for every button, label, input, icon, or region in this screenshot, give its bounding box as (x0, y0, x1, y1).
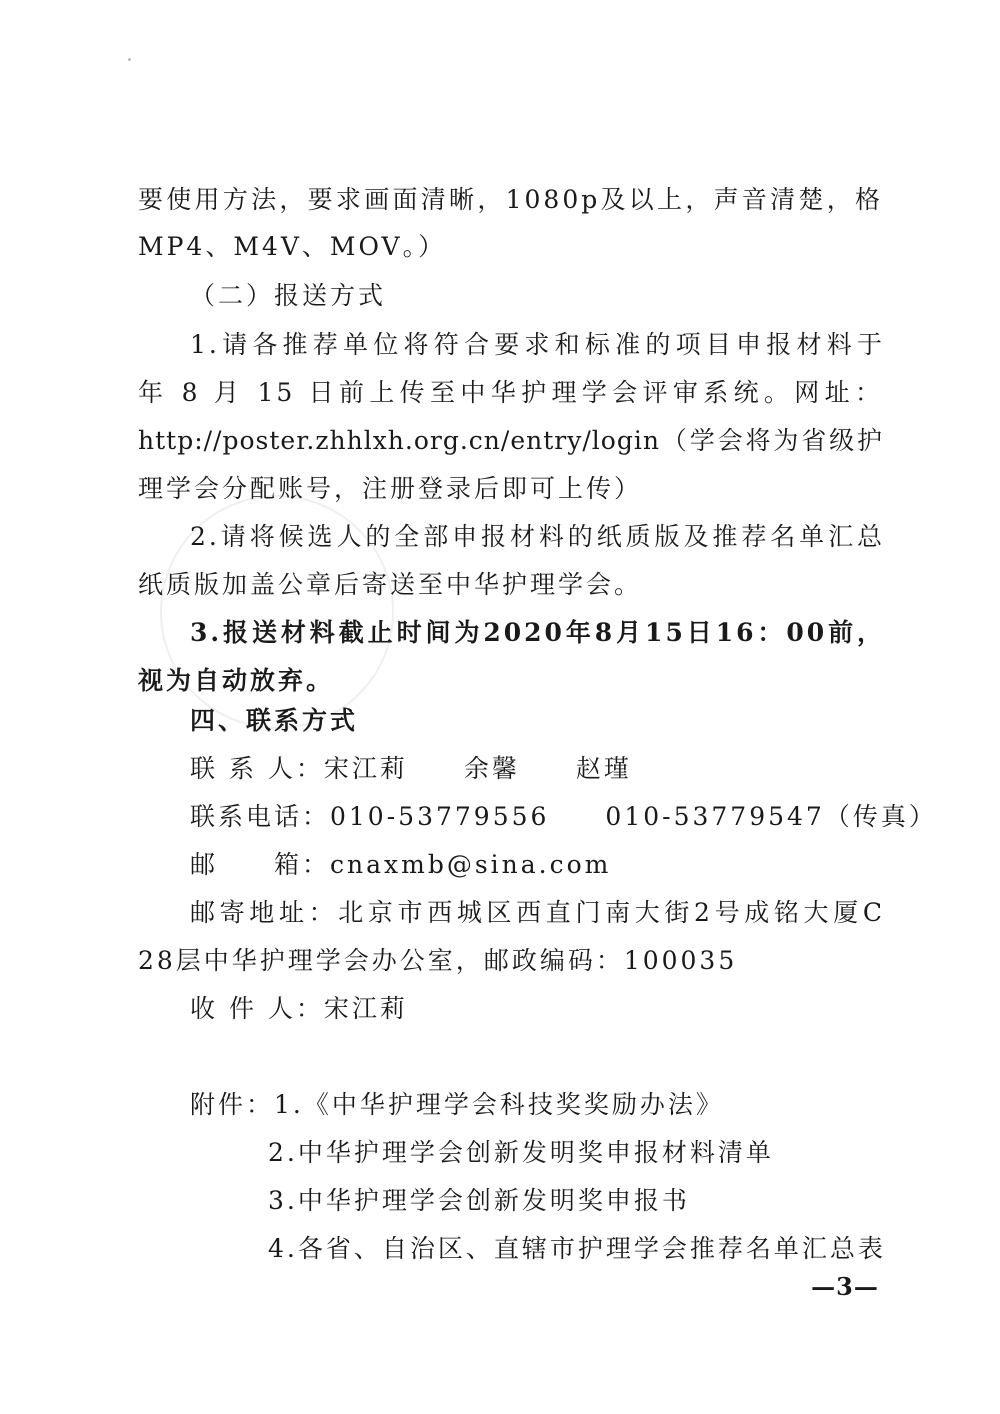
attachment-item: 4.各省、自治区、直辖市护理学会推荐名单汇总表 (268, 1234, 886, 1263)
contact-phone: 联系电话：010-53779556 010-53779547（传真） (190, 802, 937, 831)
section-subheading: （二）报送方式 (190, 281, 387, 310)
attachment-item: 2.中华护理学会创新发明奖申报材料清单 (268, 1138, 774, 1167)
paragraph-line: 2.请将候选人的全部申报材料的纸质版及推荐名单汇总 (190, 522, 885, 551)
paragraph-line: 纸质版加盖公章后寄送至中华护理学会。 (138, 570, 643, 599)
mailing-address: 28层中华护理学会办公室，邮政编码：100035 (138, 946, 738, 975)
paragraph-line: 1.请各推荐单位将符合要求和标准的项目申报材料于 (190, 330, 885, 359)
section-heading: 四、联系方式 (190, 706, 359, 735)
deadline-line: 视为自动放弃。 (138, 666, 335, 695)
paragraph-line: MP4、M4V、MOV。） (138, 232, 447, 261)
contact-person: 联 系 人：宋江莉 余馨 赵瑾 (190, 754, 632, 783)
attachment-item: 附件：1.《中华护理学会科技奖奖励办法》 (190, 1090, 724, 1119)
paragraph-line: 理学会分配账号，注册登录后即可上传） (138, 474, 643, 503)
scan-speck (128, 58, 131, 61)
paragraph-line: 要使用方法，要求画面清晰，1080p及以上，声音清楚，格 (138, 185, 883, 214)
mailing-address: 邮寄地址：北京市西城区西直门南大街2号成铭大厦C (190, 898, 885, 927)
paragraph-line: 年 8 月 15 日前上传至中华护理学会评审系统。网址： (138, 378, 883, 407)
deadline-line: 3.报送材料截止时间为2020年8月15日16：00前， (190, 618, 885, 647)
recipient: 收 件 人：宋江莉 (190, 994, 408, 1023)
contact-email: 邮 箱：cnaxmb@sina.com (190, 850, 612, 879)
page-number: —3— (811, 1272, 879, 1301)
url-line: http://poster.zhhlxh.org.cn/entry/login（学会将为省级护 (138, 426, 883, 455)
attachment-item: 3.中华护理学会创新发明奖申报书 (268, 1186, 690, 1215)
